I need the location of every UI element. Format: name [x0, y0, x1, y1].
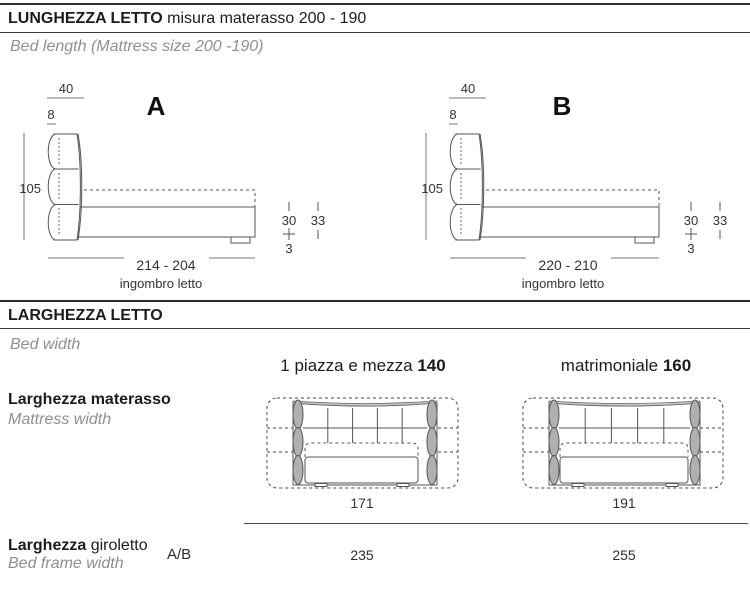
mattress-width-value: 191	[612, 495, 636, 511]
bed-foot	[635, 237, 654, 243]
dim-30: 30	[683, 213, 699, 228]
column-name: 1 piazza e mezza	[280, 356, 413, 375]
frame-width-value-160: 255	[612, 547, 636, 563]
column-header-160	[561, 356, 691, 376]
bed-b-side-view-diagram	[410, 82, 745, 294]
frame-width-label-rest: giroletto	[86, 537, 148, 554]
bed-foot	[315, 484, 327, 487]
dim-105: 105	[421, 181, 443, 196]
bed-foot	[397, 484, 409, 487]
headboard	[450, 134, 484, 240]
mattress-width-label-en: Mattress width	[8, 411, 112, 428]
frame-width-label-en: Bed frame width	[8, 555, 124, 572]
dim-33: 33	[712, 213, 728, 228]
headboard-body	[456, 134, 482, 240]
bed-frame	[474, 207, 659, 237]
headboard-cushions	[48, 134, 55, 240]
column-size: 160	[662, 356, 692, 375]
dim-3: 3	[285, 241, 293, 256]
bed-front-view-160	[518, 393, 733, 515]
title-note: misura materasso 200 - 190	[167, 10, 367, 27]
section-length-title	[8, 10, 366, 28]
bed-a-side-view-diagram	[8, 82, 343, 294]
dim-33: 33	[310, 213, 326, 228]
dim-8: 8	[47, 107, 55, 122]
bed-frame	[72, 207, 255, 237]
bed-foot	[231, 237, 250, 243]
section-length-subtitle: Bed length (Mattress size 200 -190)	[10, 38, 264, 55]
caption-ingombro: ingombro letto	[119, 276, 203, 291]
mattress-outline-dashed	[78, 190, 255, 207]
section-width-title: LARGHEZZA LETTO	[8, 307, 163, 324]
dim-length-range: 220 - 210	[538, 257, 598, 273]
header-divider	[0, 328, 750, 329]
dim-30: 30	[281, 213, 297, 228]
mattress-width-value: 171	[350, 495, 374, 511]
frame-width-label-bold: Larghezza	[8, 537, 87, 554]
dim-105: 105	[19, 181, 41, 196]
dim-8: 8	[449, 107, 457, 122]
mattress-outline-dashed	[480, 190, 659, 207]
bed-foot	[666, 484, 678, 487]
variant-ab: A/B	[167, 546, 192, 563]
headboard	[48, 134, 82, 240]
caption-ingombro: ingombro letto	[521, 276, 605, 291]
bed-front-view-140	[260, 393, 465, 515]
dim-40: 40	[460, 82, 476, 96]
column-name: matrimoniale	[560, 356, 659, 375]
dim-3: 3	[687, 241, 695, 256]
header-divider	[0, 32, 750, 33]
column-header-140	[280, 356, 445, 376]
dim-40: 40	[58, 82, 74, 96]
section-width-subtitle: Bed width	[10, 336, 81, 353]
headboard-body	[54, 134, 80, 240]
bed-foot	[572, 484, 584, 487]
bed-b-label: B	[552, 91, 572, 121]
column-size: 140	[417, 356, 446, 375]
section-width-rule	[0, 300, 750, 302]
frame-width-label	[8, 537, 148, 555]
frame-width-value-140: 235	[350, 547, 374, 563]
bed-a-label: A	[146, 91, 166, 121]
title-it: LUNGHEZZA LETTO	[8, 10, 163, 27]
mattress-width-label: Larghezza materasso	[8, 391, 171, 408]
bed-frame-front	[305, 457, 418, 483]
dim-length-range: 214 - 204	[136, 257, 196, 273]
headboard-cushions	[450, 134, 457, 240]
bed-frame-front	[560, 457, 688, 483]
table-divider	[244, 523, 748, 524]
top-rule	[0, 3, 750, 5]
